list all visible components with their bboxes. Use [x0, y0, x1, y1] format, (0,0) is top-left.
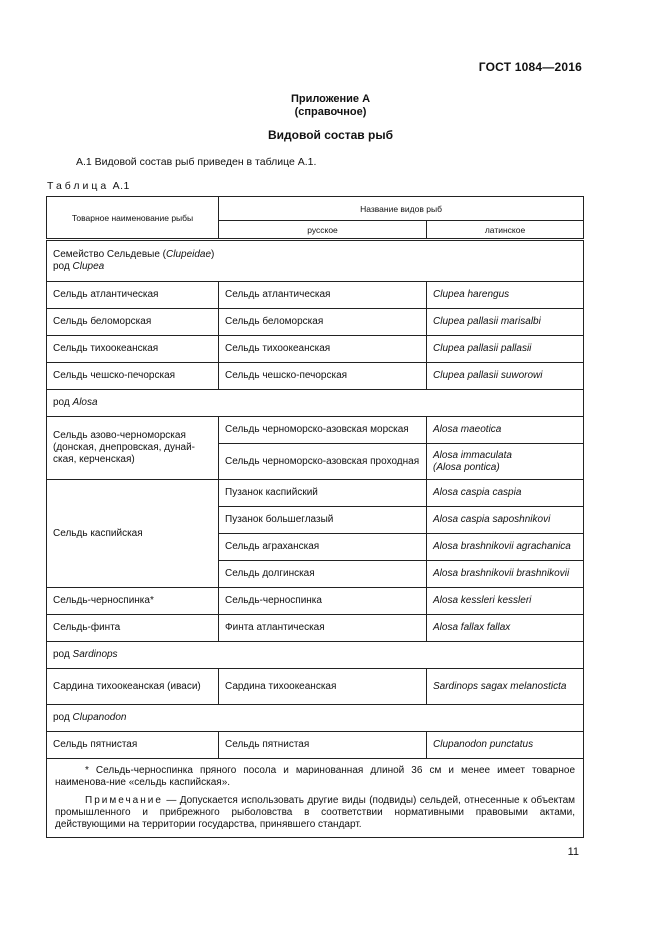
annex-subtitle: (справочное) — [294, 106, 367, 118]
notes-row — [47, 759, 584, 838]
trade-name-cell: Сельдь азово-черноморская (донская, днепровская, дунай-ская, керченская) — [47, 417, 219, 480]
genus-row — [47, 390, 584, 417]
note-text: — Допускается использовать другие виды (подвиды) сельдей, отнесенные к объектам промышленного и прибрежного рыболовства в соответствии нормативными правовыми актами, действующими на территории государства, принявшего стандарт. — [55, 795, 576, 830]
russian-name-cell: Сельдь-черноспинка — [219, 588, 427, 615]
table-row — [47, 588, 584, 615]
header-latin: латинское — [427, 221, 584, 240]
table-row — [47, 615, 584, 642]
latin-name-cell: Alosa caspia caspia — [427, 480, 584, 507]
table-label-word: Таблица — [47, 180, 110, 192]
genus-prefix: род — [53, 649, 73, 660]
russian-name-cell: Пузанок каспийский — [219, 480, 427, 507]
russian-name-cell: Сардина тихоокеанская — [219, 669, 427, 705]
page-number: 11 — [567, 846, 579, 858]
family-latin: Clupeidae — [166, 249, 212, 260]
genus-row — [47, 642, 584, 669]
russian-name-cell: Сельдь беломорская — [219, 309, 427, 336]
family-cell — [47, 240, 584, 282]
intro-paragraph: А.1 Видовой состав рыб приведен в таблице А.1. — [76, 156, 317, 168]
latin-name-cell: Clupea pallasii marisalbi — [427, 309, 584, 336]
table-label-number: А.1 — [112, 180, 130, 192]
table-row — [47, 669, 584, 705]
document-code: ГОСТ 1084—2016 — [478, 60, 582, 74]
latin-name-cell: Alosa maeotica — [427, 417, 584, 444]
trade-name-cell: Сардина тихоокеанская (иваси) — [47, 669, 219, 705]
russian-name-cell: Пузанок большеглазый — [219, 507, 427, 534]
trade-name-cell: Сельдь чешско-печорская — [47, 363, 219, 390]
genus-sardinops — [47, 642, 584, 669]
russian-name-cell: Финта атлантическая — [219, 615, 427, 642]
notes-cell — [47, 759, 584, 838]
genus-clupea — [53, 261, 577, 273]
genus-prefix: род — [53, 712, 73, 723]
table-row — [47, 336, 584, 363]
russian-name-cell: Сельдь пятнистая — [219, 732, 427, 759]
russian-name-cell: Сельдь долгинская — [219, 561, 427, 588]
latin-name-cell: Alosa brashnikovii brashnikovii — [427, 561, 584, 588]
genus-prefix: род — [53, 261, 73, 272]
note-label: Примечание — [85, 795, 163, 806]
genus-clupanodon — [47, 705, 584, 732]
table-row — [47, 480, 584, 507]
family-name — [53, 249, 577, 261]
latin-name-cell: Clupea pallasii suworowi — [427, 363, 584, 390]
family-row — [47, 240, 584, 282]
latin-name-line: Alosa immaculata — [433, 449, 512, 461]
annex-title: Приложение А — [290, 93, 371, 105]
latin-name-line: (Alosa pontica) — [433, 461, 500, 473]
russian-name-cell: Сельдь атлантическая — [219, 282, 427, 309]
russian-name-cell: Сельдь чешско-печорская — [219, 363, 427, 390]
footnote: * Сельдь-черноспинка пряного посола и маринованная длиной 36 см и менее имеет товарное наименова-ние «сельдь каспийская». — [55, 765, 576, 788]
section-title: Видовой состав рыб — [267, 128, 394, 142]
genus-latin: Clupanodon — [72, 712, 127, 723]
genus-latin: Alosa — [72, 397, 98, 408]
table-row — [47, 732, 584, 759]
trade-name-cell: Сельдь беломорская — [47, 309, 219, 336]
family-prefix: Семейство Сельдевые ( — [53, 249, 166, 260]
latin-name-cell: Alosa kessleri kessleri — [427, 588, 584, 615]
genus-prefix: род — [53, 397, 73, 408]
genus-row — [47, 705, 584, 732]
latin-name-cell — [427, 444, 584, 480]
trade-name-cell: Сельдь-финта — [47, 615, 219, 642]
header-trade-name: Товарное наименование рыбы — [47, 197, 219, 240]
note — [55, 795, 575, 831]
russian-name-cell: Сельдь аграханская — [219, 534, 427, 561]
table-row — [47, 363, 584, 390]
trade-name-cell: Сельдь каспийская — [47, 480, 219, 588]
annex-heading — [0, 93, 661, 119]
family-suffix: ) — [211, 249, 215, 260]
latin-name-cell: Alosa brashnikovii agrachanica — [427, 534, 584, 561]
genus-latin: Clupea — [72, 261, 105, 272]
table-label — [47, 180, 130, 192]
latin-name-cell: Alosa fallax fallax — [427, 615, 584, 642]
species-table — [46, 196, 584, 838]
latin-name-cell: Clupanodon punctatus — [427, 732, 584, 759]
header-russian: русское — [219, 221, 427, 240]
trade-name-cell: Сельдь тихоокеанская — [47, 336, 219, 363]
latin-name-cell: Sardinops sagax melanosticta — [427, 669, 584, 705]
trade-name-cell: Сельдь атлантическая — [47, 282, 219, 309]
russian-name-cell: Сельдь тихоокеанская — [219, 336, 427, 363]
table-row — [47, 309, 584, 336]
russian-name-cell: Сельдь черноморско-азовская проходная — [219, 444, 427, 480]
latin-name-cell: Clupea pallasii pallasii — [427, 336, 584, 363]
table-row — [47, 417, 584, 444]
latin-name-cell: Alosa caspia saposhnikovi — [427, 507, 584, 534]
table-row — [47, 282, 584, 309]
genus-latin: Sardinops — [72, 649, 118, 660]
latin-name-cell: Clupea harengus — [427, 282, 584, 309]
russian-name-cell: Сельдь черноморско-азовская морская — [219, 417, 427, 444]
trade-name-cell: Сельдь пятнистая — [47, 732, 219, 759]
header-species-name: Название видов рыб — [219, 197, 584, 221]
genus-alosa — [47, 390, 584, 417]
trade-name-cell: Сельдь-черноспинка* — [47, 588, 219, 615]
